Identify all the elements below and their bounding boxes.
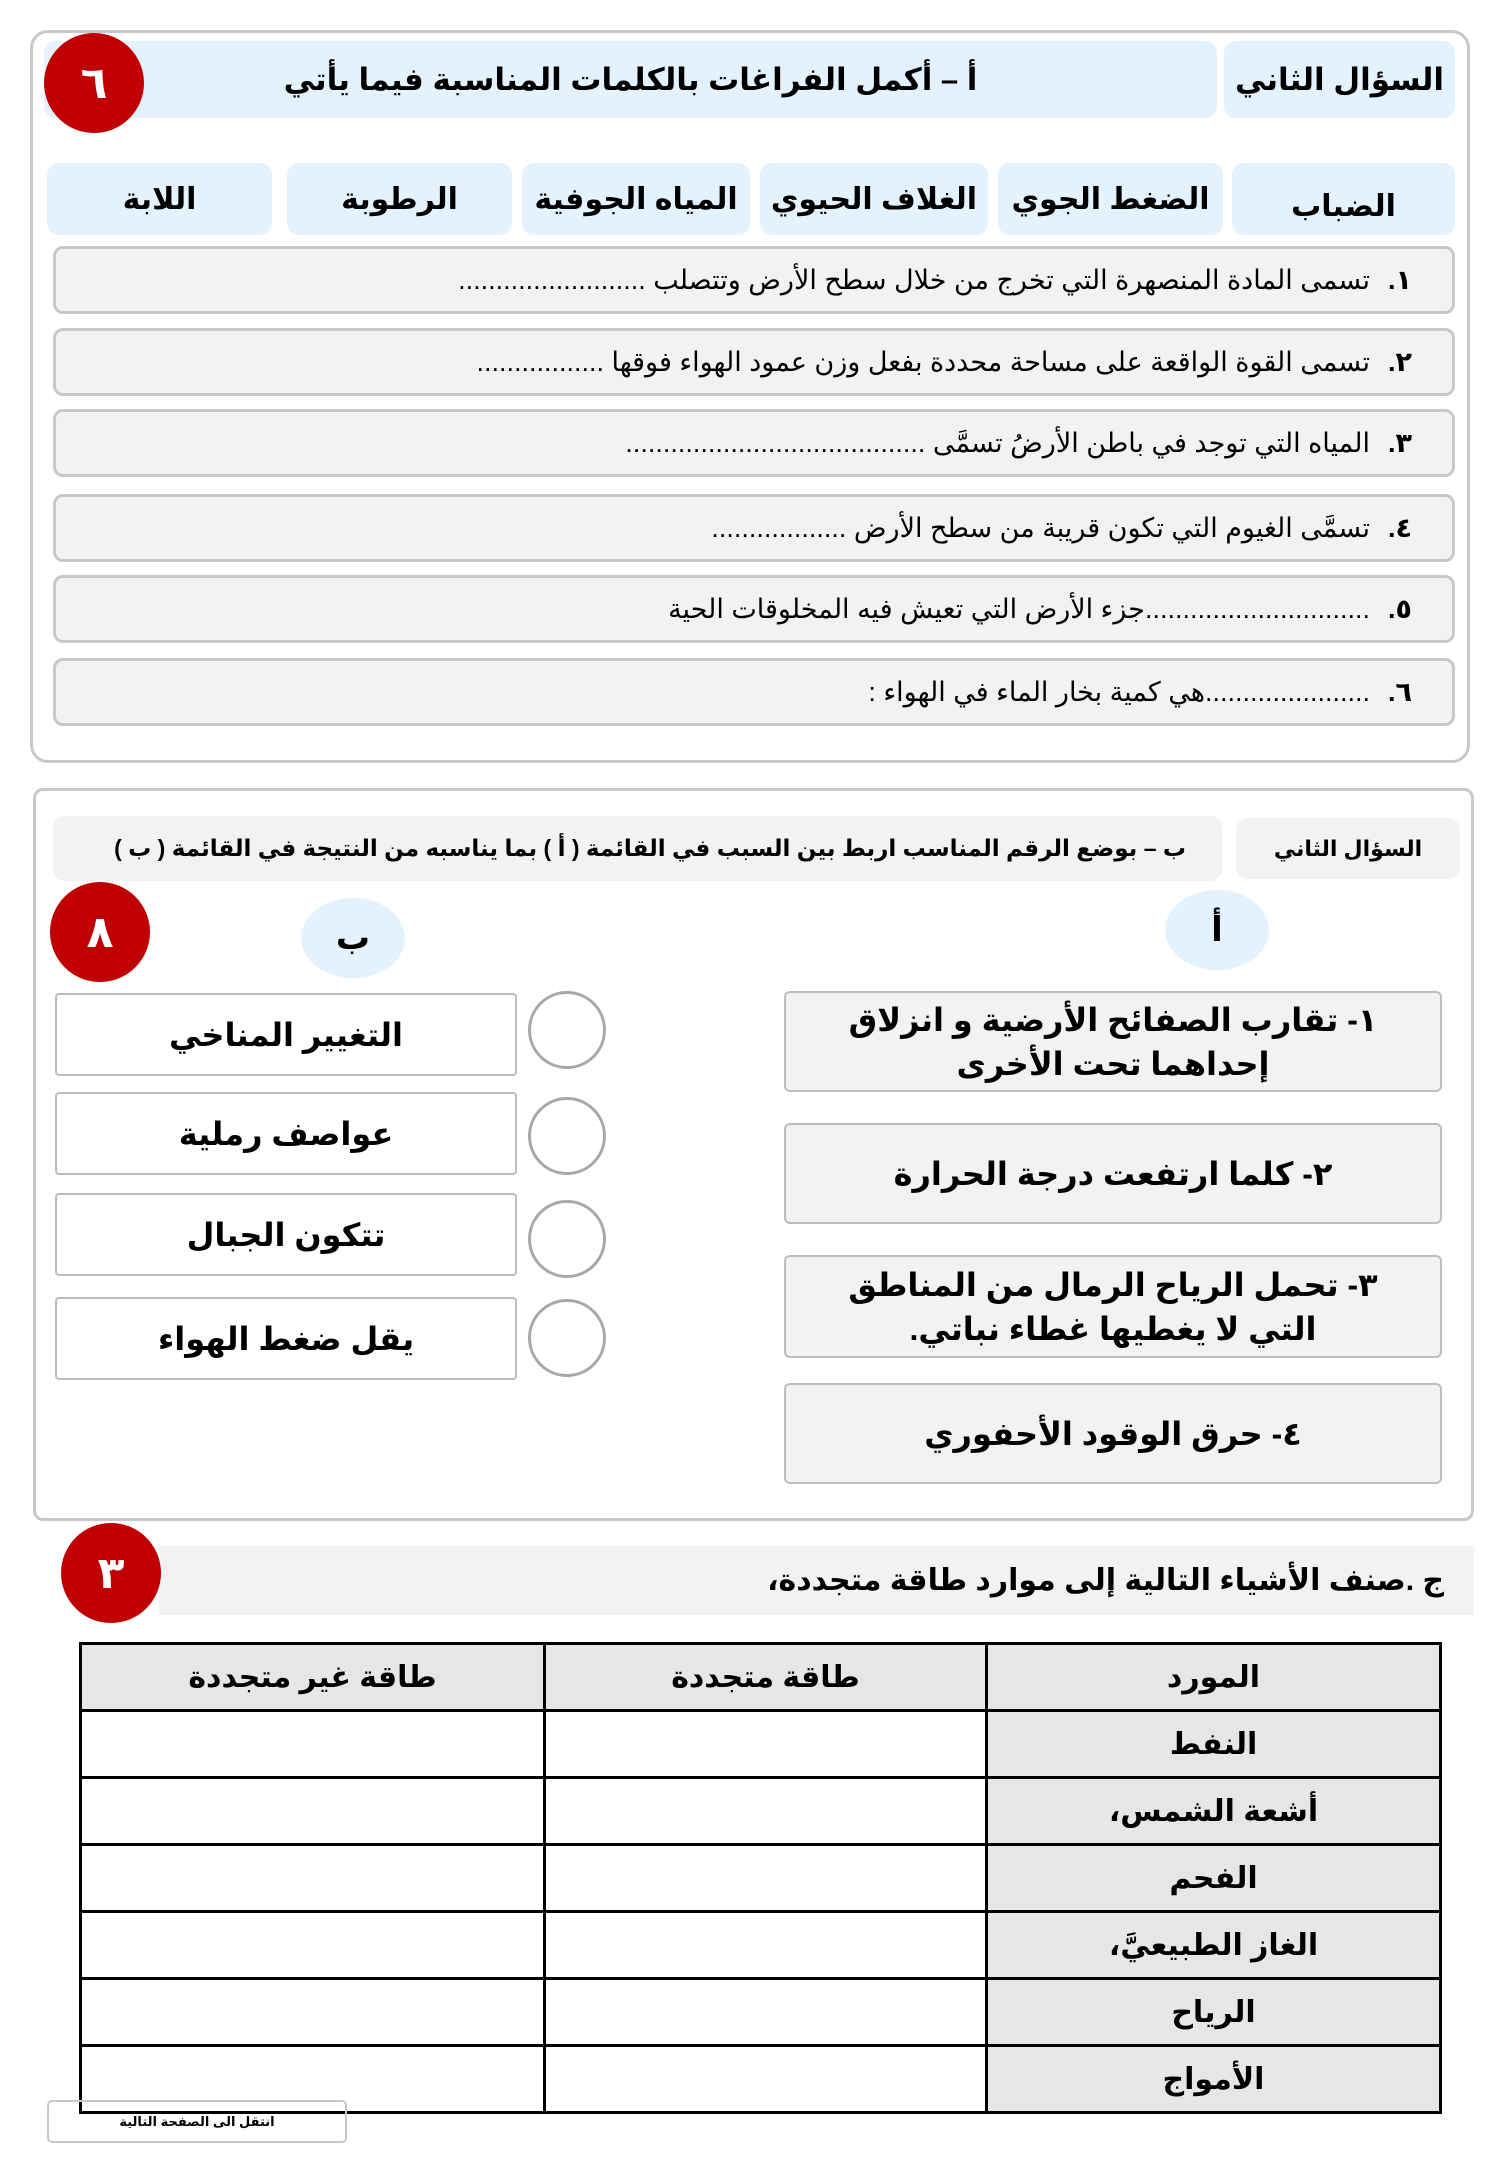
word-chip: الضغط الجوي <box>998 163 1223 235</box>
renewable-cell[interactable] <box>545 1778 987 1845</box>
part-c-score-badge: ٣ <box>61 1523 161 1623</box>
resource-cell: الأمواج <box>987 2046 1441 2113</box>
resource-cell: الفحم <box>987 1845 1441 1912</box>
resource-cell: أشعة الشمس، <box>987 1778 1441 1845</box>
cause-item: ٢- كلما ارتفعت درجة الحرارة <box>784 1123 1442 1224</box>
item-number: ٥. <box>1388 593 1412 624</box>
renewable-cell[interactable] <box>545 1711 987 1778</box>
resource-cell: الغاز الطبيعيَّ، <box>987 1912 1441 1979</box>
fill-blank-item[interactable] <box>53 409 1455 477</box>
fill-blank-item[interactable] <box>53 246 1455 314</box>
effect-item: عواصف رملية <box>55 1092 517 1175</box>
part-c-instruction: ج .صنف الأشياء التالية إلى موارد طاقة متجددة، <box>159 1546 1474 1615</box>
word-chip: الغلاف الحيوي <box>760 163 988 235</box>
effect-item: تتكون الجبال <box>55 1193 517 1276</box>
item-text: تسمى المادة المنصهرة التي تخرج من خلال سطح الأرض وتتصلب ......................... <box>458 264 1370 295</box>
item-text: تسمى القوة الواقعة على مساحة محددة بفعل وزن عمود الهواء فوقها ................. <box>476 346 1370 377</box>
fill-blank-item[interactable] <box>53 494 1455 562</box>
word-chip: الضباب <box>1232 163 1455 235</box>
item-number: ٢. <box>1388 346 1412 377</box>
header-nonrenewable: طاقة غير متجددة <box>81 1644 545 1711</box>
answer-circle[interactable] <box>528 1299 606 1377</box>
column-a-label: أ <box>1165 890 1269 970</box>
part-b-question-label: السؤال الثاني <box>1236 818 1460 879</box>
nonrenewable-cell[interactable] <box>81 1778 545 1845</box>
resource-cell: النفط <box>987 1711 1441 1778</box>
part-a-container <box>30 30 1470 763</box>
renewable-cell[interactable] <box>545 2046 987 2113</box>
fill-blank-item[interactable] <box>53 658 1455 726</box>
part-b-score-badge: ٨ <box>50 882 150 982</box>
part-b-instruction: ب – بوضع الرقم المناسب اربط بين السبب في القائمة ( أ ) بما يناسبه من النتيجة في القائمة ( ب ) <box>53 816 1222 881</box>
table-header-row <box>81 1644 1441 1711</box>
effect-item: التغيير المناخي <box>55 993 517 1076</box>
word-chip: المياه الجوفية <box>522 163 750 235</box>
part-a-score-badge: ٦ <box>44 33 144 133</box>
nonrenewable-cell[interactable] <box>81 1711 545 1778</box>
table-row <box>81 1979 1441 2046</box>
table-row <box>81 1845 1441 1912</box>
nonrenewable-cell[interactable] <box>81 1912 545 1979</box>
fill-blank-item[interactable] <box>53 575 1455 643</box>
cause-item: ١- تقارب الصفائح الأرضية و انزلاق إحداهما تحت الأخرى <box>784 991 1442 1092</box>
next-page-button[interactable]: انتقل الى الصفحة التالية <box>47 2100 347 2143</box>
resource-cell: الرياح <box>987 1979 1441 2046</box>
part-a-question-label: السؤال الثاني <box>1224 41 1455 118</box>
table-row <box>81 1711 1441 1778</box>
item-text: ......................هي كمية بخار الماء في الهواء : <box>868 676 1370 707</box>
item-text: تسمَّى الغيوم التي تكون قريبة من سطح الأرض .................. <box>711 512 1370 543</box>
header-renewable: طاقة متجددة <box>545 1644 987 1711</box>
item-number: ٤. <box>1388 512 1412 543</box>
fill-blank-item[interactable] <box>53 328 1455 396</box>
header-resource: المورد <box>987 1644 1441 1711</box>
column-b-label: ب <box>301 898 405 978</box>
classification-table <box>79 1642 1442 2114</box>
word-chip: الرطوبة <box>287 163 512 235</box>
cause-item: ٣- تحمل الرياح الرمال من المناطق التي لا يغطيها غطاء نباتي. <box>784 1255 1442 1358</box>
item-number: ٣. <box>1388 427 1412 458</box>
item-number: ٦. <box>1388 676 1412 707</box>
item-text: المياه التي توجد في باطن الأرضُ تسمَّى ........................................ <box>625 427 1370 458</box>
nonrenewable-cell[interactable] <box>81 1845 545 1912</box>
part-a-instruction: أ – أكمل الفراغات بالكلمات المناسبة فيما يأتي <box>44 41 1217 118</box>
cause-item: ٤- حرق الوقود الأحفوري <box>784 1383 1442 1484</box>
effect-item: يقل ضغط الهواء <box>55 1297 517 1380</box>
answer-circle[interactable] <box>528 1097 606 1175</box>
table-row <box>81 1778 1441 1845</box>
nonrenewable-cell[interactable] <box>81 1979 545 2046</box>
table-row <box>81 1912 1441 1979</box>
answer-circle[interactable] <box>528 1200 606 1278</box>
renewable-cell[interactable] <box>545 1979 987 2046</box>
answer-circle[interactable] <box>528 991 606 1069</box>
item-text: ..............................جزء الأرض التي تعيش فيه المخلوقات الحية <box>668 593 1370 624</box>
renewable-cell[interactable] <box>545 1912 987 1979</box>
item-number: ١. <box>1388 264 1412 295</box>
word-chip: اللابة <box>47 163 272 235</box>
renewable-cell[interactable] <box>545 1845 987 1912</box>
